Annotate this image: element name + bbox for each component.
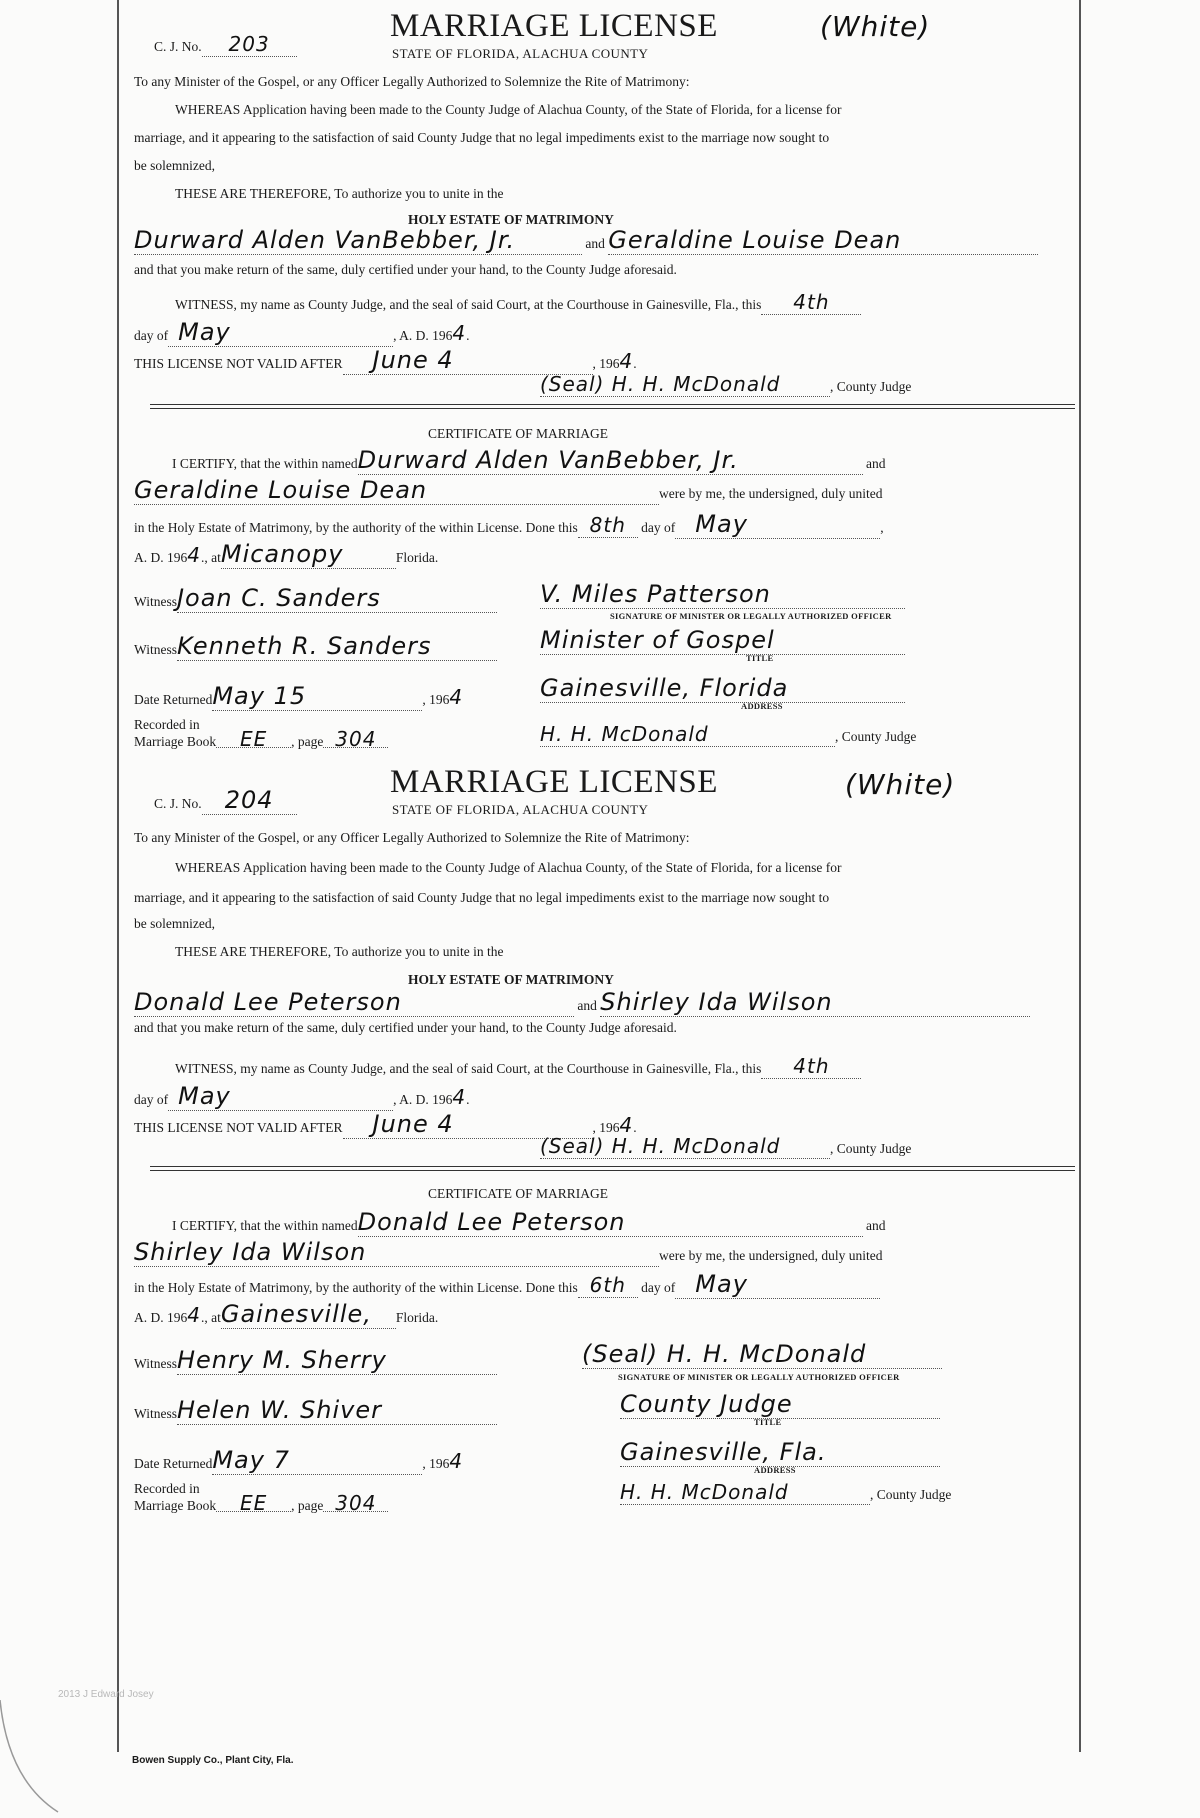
page-label: page [297, 734, 324, 749]
page-corner-curve [0, 1700, 60, 1818]
book-page-2: 304 [323, 1496, 388, 1512]
therefore-line-2: THESE ARE THEREFORE, To authorize you to unite in the [175, 944, 504, 959]
groom-name-2: Donald Lee Peterson [134, 988, 574, 1017]
witness-2-row-2 [134, 1396, 497, 1425]
date-returned-label: Date Returned [134, 692, 213, 707]
recorder-signature-row [540, 722, 916, 747]
returned-year-label: 196 [429, 692, 450, 707]
officer-address-block-2 [620, 1438, 940, 1467]
date-returned: May 15 [212, 682, 422, 711]
not-valid-date: June 4 [343, 346, 593, 375]
judge-signature-2: (Seal) H. H. McDonald [540, 1134, 830, 1159]
day-of-label-2: day of [134, 1092, 169, 1107]
recorded-in-label-2: Recorded in [134, 1481, 200, 1496]
united-label-2: were by me, the undersigned, duly united [659, 1248, 883, 1263]
book-page: 304 [323, 732, 388, 748]
at-label: at [211, 550, 221, 565]
race-note-2: (White) [845, 768, 956, 801]
date-returned-row: Date ReturnedMay 15 , 1964 [134, 682, 464, 710]
bride-name-2: Shirley Ida Wilson [600, 988, 1030, 1017]
witness-line [175, 290, 861, 315]
return-line: and that you make return of the same, duly certified under your hand, to the County Judge aforesaid. [134, 262, 677, 277]
signature-caption: SIGNATURE OF MINISTER OR LEGALLY AUTHORIZED OFFICER [610, 611, 892, 621]
cj-number-2: 204 [202, 786, 297, 815]
license-subtitle: STATE OF FLORIDA, ALACHUA COUNTY [392, 46, 649, 61]
witness-1-label-2: Witness [134, 1356, 177, 1371]
cert-and-label: and [866, 456, 886, 471]
not-valid-year-label-2: 196 [599, 1120, 620, 1135]
place-row: A. D. 1964., atMicanopy Florida. [134, 540, 439, 568]
cj-number: 203 [202, 32, 297, 57]
place-row-2: A. D. 1964., atGainesville, Florida. [134, 1300, 439, 1328]
recorder-signature: H. H. McDonald [540, 722, 835, 747]
salutation: To any Minister of the Gospel, or any Officer Legally Authorized to Solemnize the Rite of Matrimony: [134, 74, 690, 89]
certificate-title-2: CERTIFICATE OF MARRIAGE [428, 1186, 608, 1201]
signature-caption-2: SIGNATURE OF MINISTER OR LEGALLY AUTHORIZED OFFICER [618, 1372, 900, 1382]
whereas-line-1-2: WHEREAS Application having been made to the County Judge of Alachua County, of the State of Florida, for a license for [175, 860, 842, 875]
witness-month: May [168, 318, 393, 347]
witness-1-label: Witness [134, 594, 177, 609]
county-judge-label: , County Judge [830, 379, 912, 394]
recorder-signature-2: H. H. McDonald [620, 1480, 870, 1505]
watermark: 2013 J Edward Josey [58, 1689, 154, 1700]
cert-groom-name: Durward Alden VanBebber, Jr. [358, 446, 863, 475]
officer-address-2: Gainesville, Fla. [620, 1438, 940, 1467]
and-label-2: and [577, 998, 597, 1013]
returned-year-label-2: 196 [429, 1456, 450, 1471]
marriage-place-2: Gainesville, [221, 1300, 396, 1329]
recorder-signature-row-2 [620, 1480, 951, 1505]
cj-number-row [154, 32, 297, 57]
witness-1-name-2: Henry M. Sherry [177, 1346, 497, 1375]
officer-signature-block-2 [582, 1340, 942, 1369]
day-of-label: day of [134, 328, 169, 343]
florida-label-2: Florida. [395, 1310, 439, 1325]
done-day-2: 6th [578, 1273, 638, 1298]
address-caption: ADDRESS [741, 701, 783, 711]
done-row: in the Holy Estate of Matrimony, by the authority of the within License. Done this 8th day of May , [134, 510, 884, 538]
therefore-line: THESE ARE THEREFORE, To authorize you to unite in the [175, 186, 504, 201]
date-returned-row-2: Date ReturnedMay 7 , 1964 [134, 1446, 464, 1474]
officer-address: Gainesville, Florida [540, 674, 905, 703]
cert-year-digit: 4 [187, 543, 201, 567]
returned-year-digit-2: 4 [449, 1449, 464, 1473]
witness-2-label-2: Witness [134, 1406, 177, 1421]
certify-row [172, 446, 1072, 475]
certify-label-2: I CERTIFY, that the within named [172, 1218, 358, 1233]
witness-1-row [134, 584, 497, 613]
whereas-line-3-2: be solemnized, [134, 916, 215, 931]
judge-signature-row-2 [540, 1134, 911, 1159]
officer-title-block-2 [620, 1390, 940, 1419]
whereas-line-2-2: marriage, and it appearing to the satisfaction of said County Judge that no legal impediments exist to the marriage now sought to [134, 890, 830, 905]
marriage-place: Micanopy [221, 540, 396, 569]
whereas-line-2: marriage, and it appearing to the satisfaction of said County Judge that no legal impediments exist to the marriage now sought to [134, 130, 830, 145]
not-valid-label-2: THIS LICENSE NOT VALID AFTER [134, 1120, 343, 1135]
holy-estate-heading-2: HOLY ESTATE OF MATRIMONY [408, 972, 614, 987]
date-returned-2: May 7 [212, 1446, 422, 1475]
whereas-line-1: WHEREAS Application having been made to the County Judge of Alachua County, of the State of Florida, for a license for [175, 102, 842, 117]
witness-2-name: Kenneth R. Sanders [177, 632, 497, 661]
done-month-2: May [675, 1270, 880, 1299]
names-row-2 [134, 988, 1069, 1017]
witness-month-2: May [168, 1082, 393, 1111]
not-valid-date-2: June 4 [343, 1110, 593, 1139]
groom-name: Durward Alden VanBebber, Jr. [134, 226, 582, 255]
page-border-left [117, 0, 119, 1752]
address-caption-2: ADDRESS [754, 1465, 796, 1475]
cert-bride-name: Geraldine Louise Dean [134, 476, 659, 505]
recorder-county-judge-label: , County Judge [835, 729, 917, 744]
witness-text: WITNESS, my name as County Judge, and the seal of said Court, at the Courthouse in Gainesville, Fla., this [175, 297, 762, 312]
recorder-county-judge-label-2: , County Judge [870, 1487, 952, 1502]
cert-year-digit-2: 4 [187, 1303, 201, 1327]
ad-label: A. D. 196 [399, 328, 453, 343]
certificate-title: CERTIFICATE OF MARRIAGE [428, 426, 608, 441]
done-month: May [675, 510, 880, 539]
holy-line: in the Holy Estate of Matrimony, by the authority of the within License. Done this [134, 520, 578, 535]
book-id: EE [216, 732, 291, 748]
cert-bride-name-2: Shirley Ida Wilson [134, 1238, 659, 1267]
page-border-right [1079, 0, 1081, 1752]
return-line-2: and that you make return of the same, duly certified under your hand, to the County Judge aforesaid. [134, 1020, 677, 1035]
cert-ad-label-2: A. D. 196 [134, 1310, 188, 1325]
not-valid-year-label: 196 [599, 356, 620, 371]
witness-1-name: Joan C. Sanders [177, 584, 497, 613]
cj-label-2: C. J. No. [154, 796, 202, 811]
title-caption: TITLE [746, 653, 774, 663]
license-title-2: MARRIAGE LICENSE [390, 764, 718, 800]
license-subtitle-2: STATE OF FLORIDA, ALACHUA COUNTY [392, 802, 649, 817]
done-day: 8th [578, 513, 638, 538]
not-valid-row: THIS LICENSE NOT VALID AFTER June 4 , 1964. [134, 346, 637, 374]
year-digit-2: 4 [452, 1085, 467, 1109]
at-label-2: at [211, 1310, 221, 1325]
license-title: MARRIAGE LICENSE [390, 8, 718, 44]
page-label-2: page [297, 1498, 324, 1513]
cert-and-label-2: and [866, 1218, 886, 1233]
officer-title-2: County Judge [620, 1390, 940, 1419]
done-day-of: day of [641, 520, 676, 535]
officer-signature-2: (Seal) H. H. McDonald [582, 1340, 942, 1369]
not-valid-year-digit-2: 4 [619, 1113, 634, 1137]
officer-title-block [540, 626, 905, 655]
day-of-row-2: day of May , A. D. 1964. [134, 1082, 470, 1110]
race-note: (White) [820, 10, 931, 43]
marriage-book-label-2: Marriage Book [134, 1498, 217, 1513]
returned-year-digit: 4 [449, 685, 464, 709]
cert-groom-name-2: Donald Lee Peterson [358, 1208, 863, 1237]
florida-label: Florida. [395, 550, 439, 565]
holy-line-2: in the Holy Estate of Matrimony, by the authority of the within License. Done this [134, 1280, 578, 1295]
book-id-2: EE [216, 1496, 291, 1512]
witness-2-label: Witness [134, 642, 177, 657]
marriage-book-label: Marriage Book [134, 734, 217, 749]
salutation-2: To any Minister of the Gospel, or any Officer Legally Authorized to Solemnize the Rite of Matrimony: [134, 830, 690, 845]
section-divider [150, 404, 1075, 409]
certify-label: I CERTIFY, that the within named [172, 456, 358, 471]
not-valid-label: THIS LICENSE NOT VALID AFTER [134, 356, 343, 371]
witness-line-2 [175, 1054, 861, 1079]
whereas-line-3: be solemnized, [134, 158, 215, 173]
printer-credit: Bowen Supply Co., Plant City, Fla. [132, 1755, 294, 1766]
bride-name: Geraldine Louise Dean [608, 226, 1038, 255]
title-caption-2: TITLE [754, 1417, 782, 1427]
not-valid-row-2: THIS LICENSE NOT VALID AFTER June 4 , 1964. [134, 1110, 637, 1138]
judge-signature: (Seal) H. H. McDonald [540, 372, 830, 397]
holy-estate-heading: HOLY ESTATE OF MATRIMONY [408, 212, 614, 227]
officer-title: Minister of Gospel [540, 626, 905, 655]
done-row-2 [134, 1270, 880, 1299]
not-valid-year-digit: 4 [619, 349, 634, 373]
section-divider-2 [150, 1166, 1075, 1171]
witness-text-2: WITNESS, my name as County Judge, and the seal of said Court, at the Courthouse in Gainesville, Fla., this [175, 1061, 762, 1076]
officer-signature-block [540, 580, 905, 609]
cert-bride-row-2 [134, 1238, 882, 1267]
done-day-of-2: day of [641, 1280, 676, 1295]
witness-1-row-2 [134, 1346, 497, 1375]
county-judge-label-2: , County Judge [830, 1141, 912, 1156]
cert-ad-label: A. D. 196 [134, 550, 188, 565]
day-of-row: day of May , A. D. 1964. [134, 318, 470, 346]
witness-day-2: 4th [761, 1054, 861, 1079]
and-label: and [585, 236, 605, 251]
judge-signature-row [540, 372, 911, 397]
witness-day: 4th [761, 290, 861, 315]
united-label: were by me, the undersigned, duly united [659, 486, 883, 501]
cert-bride-row [134, 476, 882, 505]
recorded-in-label: Recorded in [134, 717, 200, 732]
certify-row-2 [172, 1208, 1072, 1237]
witness-2-row [134, 632, 497, 661]
officer-signature: V. Miles Patterson [540, 580, 905, 609]
cj-label: C. J. No. [154, 39, 202, 54]
date-returned-label-2: Date Returned [134, 1456, 213, 1471]
year-digit: 4 [452, 321, 467, 345]
officer-address-block [540, 674, 905, 703]
recorded-block-2: Recorded in Marriage Book EE , page 304 [134, 1481, 388, 1513]
recorded-block: Recorded in Marriage Book EE , page 304 [134, 717, 388, 749]
cj-number-row-2 [154, 786, 297, 815]
witness-2-name-2: Helen W. Shiver [177, 1396, 497, 1425]
names-row [134, 226, 1069, 255]
ad-label-2: A. D. 196 [399, 1092, 453, 1107]
